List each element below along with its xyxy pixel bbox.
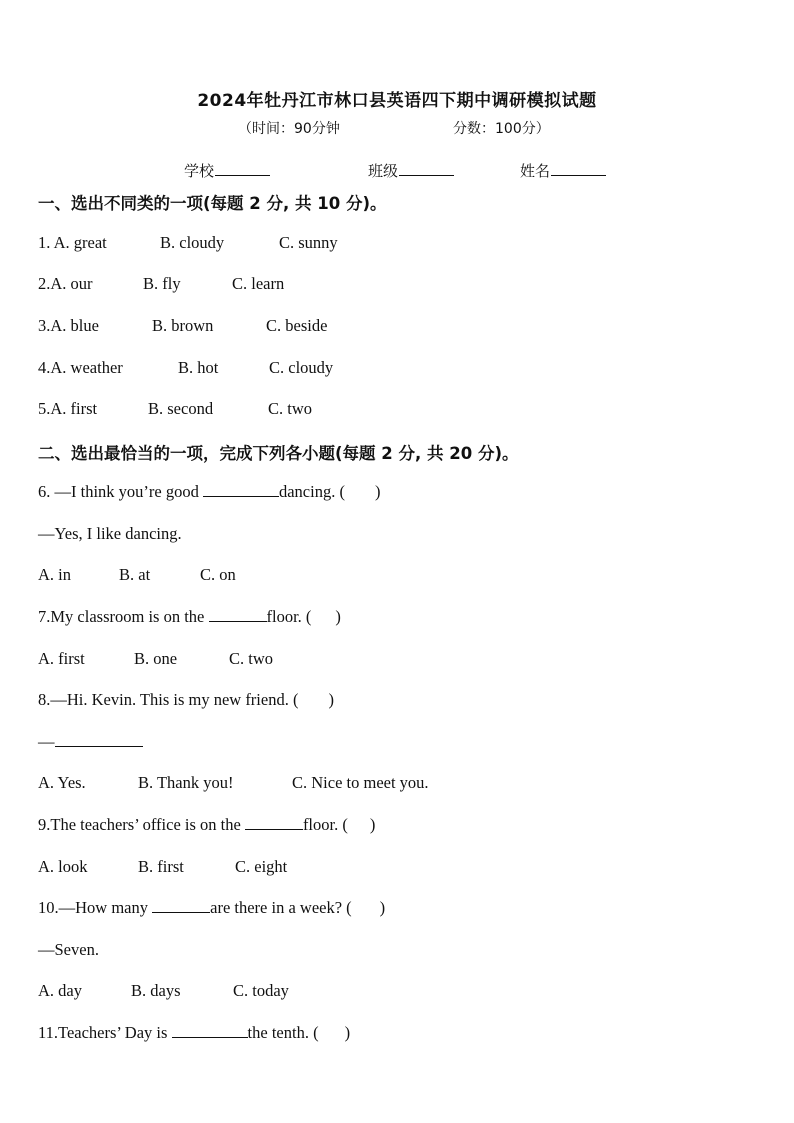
option-b: B. first	[138, 857, 184, 876]
stem-text: floor. (	[266, 607, 312, 626]
stem-text: 9.The teachers’ office is on the	[38, 815, 241, 834]
answer-blank[interactable]	[55, 732, 143, 747]
option-b: B. one	[134, 649, 178, 668]
stem-text: 7.My classroom is on the	[38, 607, 205, 626]
option-c: C. on	[200, 565, 236, 584]
option-b: B. at	[119, 565, 151, 584]
option-c: C. beside	[266, 316, 328, 335]
option-b: B. brown	[152, 316, 214, 335]
option-c: C. today	[233, 981, 289, 1000]
paren-close: )	[328, 690, 334, 709]
section-1-heading: 一、选出不同类的一项(每题 2 分, 共 10 分)。	[38, 194, 387, 213]
school-field	[184, 160, 270, 181]
answer-blank[interactable]	[209, 607, 267, 622]
paren-close: )	[344, 1023, 351, 1042]
stem-text: are there in a week? (	[210, 898, 352, 917]
paren-close: )	[335, 607, 341, 626]
answer-blank[interactable]	[203, 482, 279, 497]
option-b: B. Thank you!	[138, 773, 234, 792]
question-6-reply: —Yes, I like dancing.	[38, 524, 182, 543]
option-a: 2.A. our	[38, 274, 93, 293]
stem-text: the tenth. (	[247, 1023, 319, 1042]
stem-text: 10.—How many	[38, 898, 148, 917]
option-b: B. fly	[143, 274, 181, 293]
name-field	[520, 160, 606, 181]
question-10-reply: —Seven.	[38, 940, 99, 959]
name-label: 姓名	[520, 162, 551, 180]
reply-dash: —	[38, 732, 55, 751]
name-blank[interactable]	[551, 174, 606, 176]
option-b: B. hot	[178, 358, 219, 377]
question-9-stem	[38, 815, 375, 835]
option-a: A. in	[38, 565, 71, 584]
option-c: C. cloudy	[269, 358, 334, 377]
score-info: 分数：100分）	[453, 121, 550, 137]
question-10-stem	[38, 898, 385, 918]
class-label: 班级	[368, 162, 399, 180]
paren-close: )	[379, 898, 386, 917]
option-a: A. look	[38, 857, 88, 876]
option-b: B. days	[131, 981, 181, 1000]
paren-close: )	[369, 815, 376, 834]
question-8-stem	[38, 690, 334, 710]
option-c: C. learn	[232, 274, 285, 293]
question-6-stem	[38, 482, 380, 502]
answer-blank[interactable]	[172, 1023, 248, 1038]
option-c: C. Nice to meet you.	[292, 773, 429, 792]
class-field	[368, 160, 454, 181]
time-info: （时间：90分钟	[238, 121, 340, 137]
stem-text: 6. —I think you’re good	[38, 482, 199, 501]
option-b: B. cloudy	[160, 233, 225, 252]
option-c: C. eight	[235, 857, 288, 876]
paren-close: )	[374, 482, 381, 501]
stem-text: 8.—Hi. Kevin. This is my new friend. (	[38, 690, 299, 709]
option-c: C. two	[268, 399, 313, 418]
option-a: 1. A. great	[38, 233, 107, 252]
option-a: 3.A. blue	[38, 316, 99, 335]
stem-text: dancing. (	[278, 482, 345, 501]
answer-blank[interactable]	[152, 898, 210, 913]
option-a: A. Yes.	[38, 773, 86, 792]
stem-text: 11.Teachers’ Day is	[38, 1023, 168, 1042]
option-c: C. sunny	[279, 233, 338, 252]
class-blank[interactable]	[399, 174, 454, 176]
answer-blank[interactable]	[245, 815, 303, 830]
option-a: A. day	[38, 981, 82, 1000]
option-c: C. two	[229, 649, 274, 668]
question-8-reply	[38, 732, 143, 752]
question-11-stem	[38, 1023, 350, 1043]
page-title: 2024年牡丹江市林口县英语四下期中调研模拟试题	[197, 91, 597, 111]
school-label: 学校	[184, 162, 215, 180]
question-7-stem	[38, 607, 341, 627]
option-a: A. first	[38, 649, 85, 668]
option-a: 5.A. first	[38, 399, 98, 418]
section-2-heading: 二、选出最恰当的一项，完成下列各小题(每题 2 分, 共 20 分)。	[38, 444, 519, 463]
stem-text: floor. (	[302, 815, 348, 834]
option-a: 4.A. weather	[38, 358, 123, 377]
option-b: B. second	[148, 399, 214, 418]
school-blank[interactable]	[215, 174, 270, 176]
